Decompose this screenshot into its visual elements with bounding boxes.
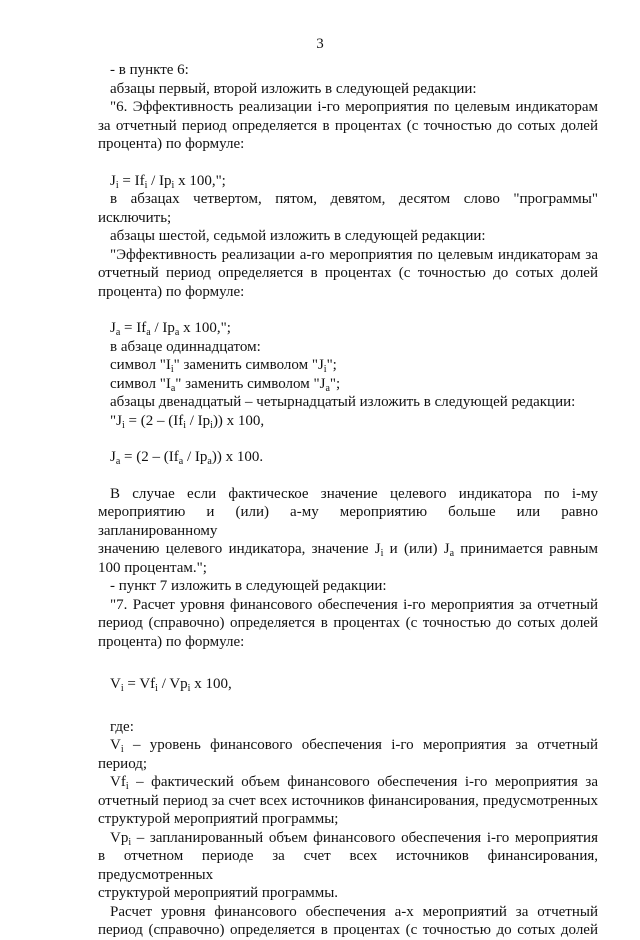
paragraph-text: Расчет уровня финансового обеспечения a-х мероприятий за отчетный bbox=[110, 903, 598, 920]
paragraph-text: процента) по формуле: bbox=[98, 283, 245, 300]
paragraph-instruction: абзацы первый, второй изложить в следующей редакции: bbox=[110, 80, 477, 97]
paragraph-where: где: bbox=[110, 718, 134, 735]
paragraph-text: в отчетном периоде за счет всех источников финансирования, предусмотренных bbox=[98, 848, 598, 883]
paragraph-symbol-replace: символ "$I_i$" заменить символом "$J_i$"; bbox=[110, 357, 337, 375]
paragraph-instruction: в абзаце одиннадцатом: bbox=[110, 338, 261, 355]
paragraph-text: структурой мероприятий программы; bbox=[98, 811, 339, 827]
definition-vi: $V_i$ – уровень финансового обеспечения i-го мероприятия за отчетный bbox=[110, 737, 598, 755]
paragraph-symbol-replace: символ "$I_a$" заменить символом "$J_a$"; bbox=[110, 375, 341, 394]
formula-ja-new: $J_a = (2 - (If_a / Ip_a))$ x 100. bbox=[110, 449, 264, 467]
paragraph-text: 100 процентам."; bbox=[98, 559, 207, 576]
paragraph-text: процента) по формуле: bbox=[98, 136, 245, 152]
paragraph-text: период (справочно) определяется в процентах (с точностью до сотых долей bbox=[98, 922, 598, 938]
paragraph-item-6: - в пункте 6: bbox=[110, 62, 189, 78]
formula-ji: $J_i = If_i / Ip_i$ x 100,"; bbox=[110, 172, 226, 191]
paragraph-text: структурой мероприятий программы. bbox=[98, 885, 339, 901]
paragraph-text: период; bbox=[98, 755, 148, 772]
paragraph-instruction: абзацы двенадцатый – четырнадцатый изложить в следующей редакции: bbox=[110, 394, 576, 410]
paragraph-text: отчетный период за счет всех источников финансирования, предусмотренных bbox=[98, 792, 598, 809]
paragraph-text: отчетный период определяется в процентах (с точностью до сотых долей bbox=[98, 265, 598, 281]
paragraph-instruction: абзацы шестой, седьмой изложить в следующей редакции: bbox=[110, 228, 486, 244]
formula-ji-new: "$J_i = (2 - (If_i / Ip_i))$ x 100, bbox=[110, 412, 265, 431]
paragraph-text: В случае если фактическое значение целевого индикатора по i-му bbox=[110, 485, 598, 502]
definition-vfi: $Vf_i$ – фактический объем финансового обеспечения i-го мероприятия за bbox=[110, 774, 598, 792]
formula-ja: $J_a = If_a / Ip_a$ x 100,"; bbox=[110, 320, 231, 338]
paragraph-text: "7. Расчет уровня финансового обеспечения i-го мероприятия за отчетный bbox=[110, 596, 598, 613]
paragraph-text: за отчетный период определяется в процентах (с точностью до сотых долей bbox=[98, 117, 598, 134]
paragraph-text: процента) по формуле: bbox=[98, 633, 245, 650]
paragraph-text: "6. Эффективность реализации i-го мероприятия по целевым индикаторам bbox=[110, 99, 598, 115]
paragraph-text: значению целевого индикатора, значение $J_i$ и (или) $J_a$ принимается равным bbox=[98, 541, 598, 559]
formula-vi: $V_i = Vf_i / Vp_i$ x 100, bbox=[110, 676, 232, 694]
paragraph-instruction: в абзацах четвертом, пятом, девятом, десятом слово "программы" bbox=[110, 191, 598, 207]
paragraph-item-7: - пункт 7 изложить в следующей редакции: bbox=[110, 578, 387, 594]
paragraph-text: "Эффективность реализации a-го мероприятия по целевым индикаторам за bbox=[110, 246, 598, 263]
definition-vpi: $Vp_i$ – запланированный объем финансового обеспечения i-го мероприятия bbox=[110, 829, 598, 848]
paragraph-text: период (справочно) определяется в процентах (с точностью до сотых долей bbox=[98, 615, 598, 631]
page-number: 3 bbox=[316, 36, 324, 52]
document-body bbox=[98, 61, 598, 940]
paragraph-text: мероприятию и (или) a-му мероприятию больше или равно запланированному bbox=[98, 504, 598, 539]
paragraph-text: исключить; bbox=[98, 209, 172, 226]
